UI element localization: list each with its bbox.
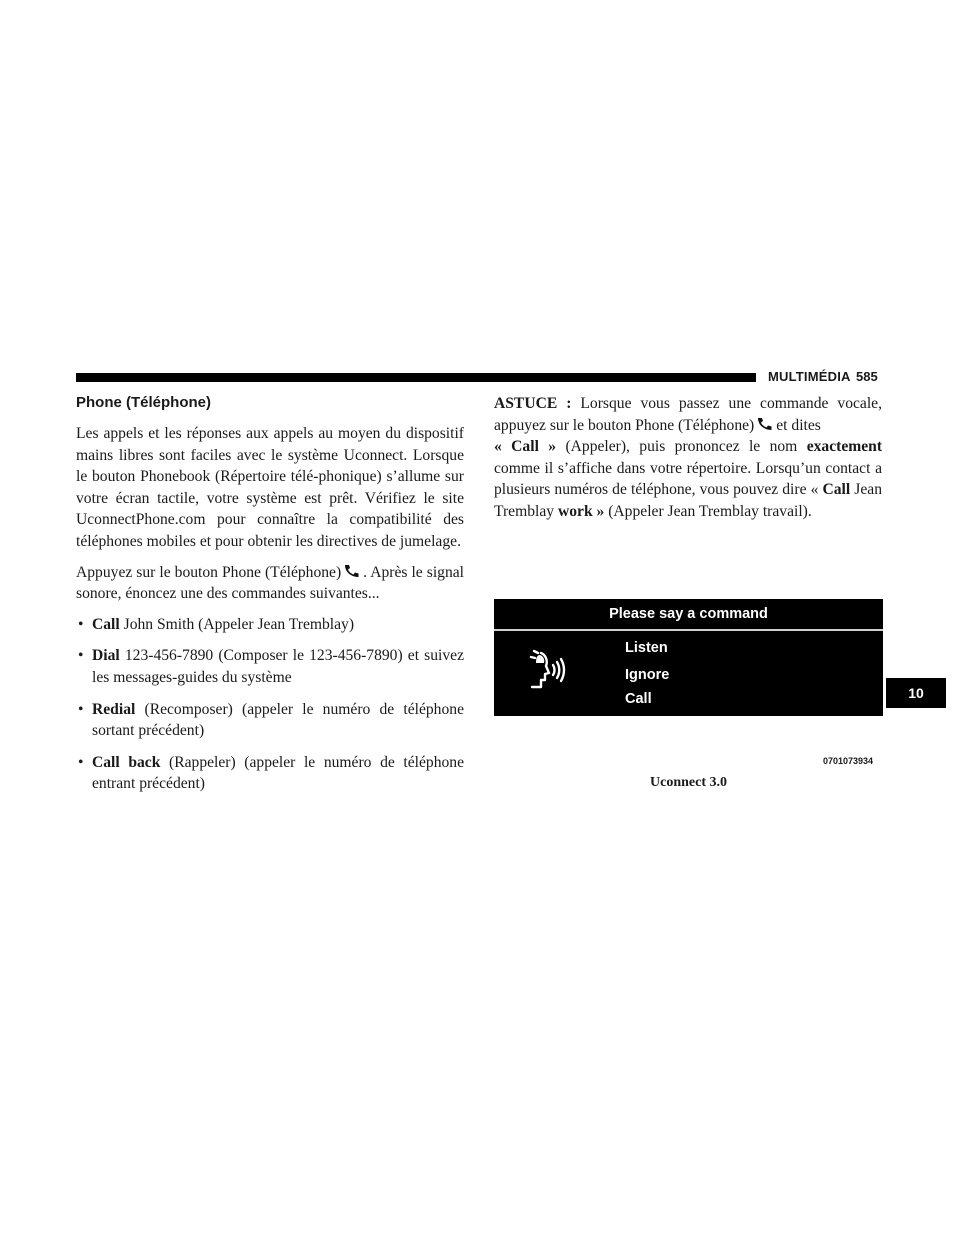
right-column (494, 393, 882, 532)
command-option-ignore[interactable]: Ignore (625, 667, 670, 683)
command-option-listen[interactable]: Listen (625, 640, 668, 656)
instruction-text: Appuyez sur le bouton Phone (Téléphone) (76, 563, 342, 581)
command-keyword: Redial (92, 700, 136, 718)
section-title: MULTIMÉDIA (768, 369, 851, 384)
header-rule (76, 373, 756, 382)
list-item: • Call John Smith (Appeler Jean Tremblay) (78, 615, 355, 633)
section-heading: Phone (Téléphone) (76, 394, 211, 411)
call-keyword: Call (822, 481, 851, 499)
command-keyword: Dial (92, 647, 120, 665)
figure-caption: Uconnect 3.0 (650, 775, 727, 790)
tip-paragraph: ASTUCE : Lorsque vous passez une commande vocale, appuyez sur le bouton Phone (Téléphone) et dites « Call » (Appeler), puis prononcez le nom exactement comme il s’affiche dans votre répertoire. Lorsqu’un contact a plusieurs numéros de téléphone, vous pouvez dire « Call Jean Tremblay work » (Appeler Jean Tremblay travail). (494, 395, 883, 520)
tip-label: ASTUCE : (494, 395, 572, 412)
work-keyword: work (557, 502, 593, 520)
image-code: 0701073934 (823, 756, 874, 766)
screen-title: Please say a command (609, 606, 768, 622)
command-description: (Rappeler) (appeler le numéro de téléphone entrant précédent) (92, 753, 465, 793)
exact-keyword: exactement (806, 438, 883, 456)
command-keyword: Call back (92, 753, 161, 771)
command-option-call[interactable]: Call (625, 691, 652, 707)
command-description: John Smith (Appeler Jean Tremblay) (119, 615, 355, 633)
command-keyword: Call (92, 615, 120, 633)
instruction-paragraph (76, 562, 464, 605)
command-description: (Recomposer) (appeler le numéro de téléphone sortant précédent) (92, 700, 464, 740)
screen-divider (494, 629, 883, 631)
intro-paragraph: Les appels et les réponses aux appels au moyen du dispositif mains libres sont faciles avec le système Uconnect. Lorsque le bouton Phonebook (Répertoire télé-phonique) s’allume sur votre écran tactile, votre système est prêt. Vérifiez le site UconnectPhone.com pour connaître la compatibilité des téléphones mobiles et pour obtenir les directives de jumelage. (76, 425, 464, 550)
list-item: • Dial 123-456-7890 (Composer le 123-456-7890) et suivez les messages-guides du système (78, 647, 464, 686)
instruction-text-end: . Après le signal sonore, énoncez une des commandes suivantes... (76, 563, 464, 603)
list-item: • Call back (Rappeler) (appeler le numéro de téléphone entrant précédent) (78, 753, 465, 793)
phone-icon (343, 564, 361, 578)
left-column (76, 393, 464, 805)
page-number: 585 (856, 369, 878, 384)
call-keyword: Call (511, 438, 539, 456)
list-item: • Redial (Recomposer) (appeler le numéro de téléphone sortant précédent) (78, 700, 464, 740)
command-list (76, 614, 464, 795)
voice-command-screen (494, 599, 883, 716)
command-description: 123-456-7890 (Composer le 123-456-7890) et suivez les messages-guides du système (92, 647, 464, 686)
voice-command-icon (524, 647, 568, 693)
phone-icon (756, 417, 774, 431)
chapter-tab: 10 (886, 678, 946, 708)
